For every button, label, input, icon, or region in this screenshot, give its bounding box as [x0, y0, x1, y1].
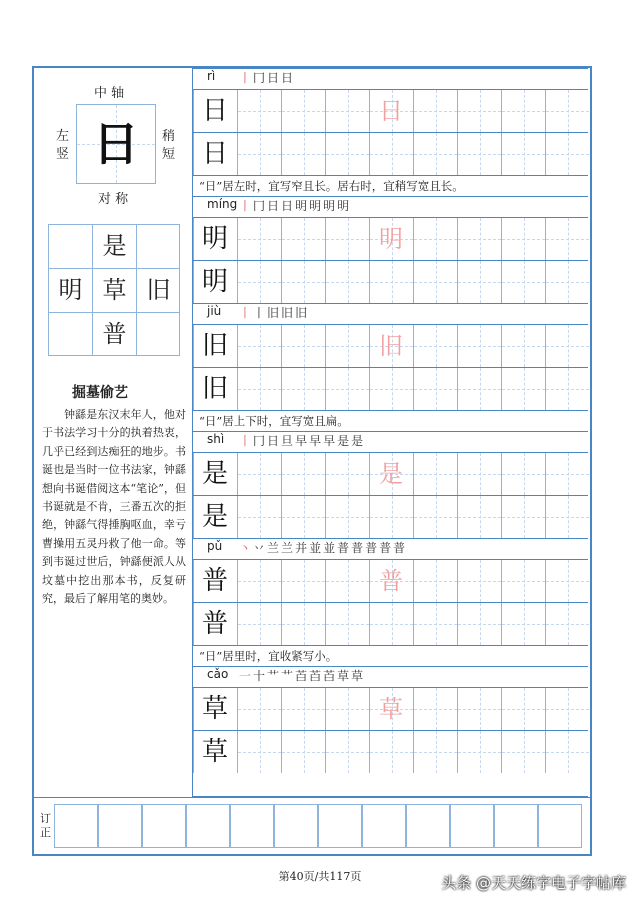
- main-char: 日: [93, 117, 139, 171]
- practice-cell: [545, 731, 589, 773]
- usage-tip: “日”居里时，宜收紧写小。: [193, 645, 588, 666]
- practice-cell: [281, 218, 325, 260]
- practice-cell: [545, 90, 589, 132]
- practice-cell: [545, 560, 589, 602]
- practice-cell: [501, 496, 545, 538]
- model-char: 旧: [201, 374, 228, 404]
- stroke-step: 草: [337, 669, 352, 683]
- practice-cell: [413, 560, 457, 602]
- practice-cell: [237, 560, 281, 602]
- practice-row: [193, 324, 588, 367]
- pinyin-row: [193, 666, 588, 687]
- pinyin-row: [193, 196, 588, 217]
- stroke-order: [239, 432, 365, 449]
- pinyin-row: [193, 303, 588, 324]
- stroke-step: 旧: [267, 306, 282, 320]
- practice-cell: [369, 133, 413, 175]
- practice-cell: [501, 368, 545, 410]
- trace-char: 旧: [379, 332, 403, 360]
- correction-label: 订正: [40, 812, 51, 839]
- stroke-step: 并: [295, 541, 310, 555]
- practice-cell: [501, 688, 545, 730]
- stroke-step: 並: [323, 541, 338, 555]
- stroke-step: 丶: [239, 541, 254, 555]
- pinyin: míng: [207, 197, 238, 211]
- practice-area: [193, 68, 590, 797]
- practice-cell: [501, 731, 545, 773]
- practice-cell: [545, 368, 589, 410]
- pinyin-row: [193, 538, 588, 559]
- stroke-step: 明: [337, 199, 352, 213]
- model-char: 是: [201, 502, 228, 532]
- pinyin: pǔ: [207, 539, 223, 553]
- practice-cell: [281, 731, 325, 773]
- correction-row: [34, 798, 590, 854]
- practice-cell: [457, 453, 501, 495]
- practice-cell: [237, 603, 281, 645]
- trace-char: 是: [379, 460, 403, 488]
- stroke-step: 一: [239, 669, 254, 683]
- stroke-step: 苩: [295, 669, 310, 683]
- practice-cell: [237, 731, 281, 773]
- stroke-step: 明: [295, 199, 310, 213]
- practice-cell: [413, 731, 457, 773]
- stroke-step: 兰: [281, 541, 296, 555]
- practice-row: [193, 730, 588, 773]
- practice-cell: [413, 688, 457, 730]
- practice-cell: [369, 496, 413, 538]
- usage-tip: “日”居左时，宜写窄且长。居右时，宜稍写宽且长。: [193, 175, 588, 196]
- model-char: 普: [201, 609, 228, 639]
- main-char-box: [76, 104, 156, 184]
- grid-char-center: 草: [102, 276, 127, 304]
- practice-cell: [237, 261, 281, 303]
- label-top: 中 轴: [94, 86, 125, 101]
- stroke-step: 日: [267, 199, 282, 213]
- practice-cell: [501, 218, 545, 260]
- practice-cell: [457, 218, 501, 260]
- practice-cell: [413, 496, 457, 538]
- correction-cell: [494, 804, 538, 848]
- stroke-step: 日: [281, 71, 296, 85]
- practice-cell: [501, 560, 545, 602]
- practice-cell: [237, 368, 281, 410]
- pinyin: jiù: [207, 304, 222, 318]
- stroke-step: 明: [309, 199, 324, 213]
- pinyin: shì: [207, 432, 225, 446]
- practice-cell: [325, 325, 369, 367]
- practice-cell: [237, 133, 281, 175]
- practice-cell: [325, 133, 369, 175]
- stroke-step: 普: [365, 541, 380, 555]
- practice-row: [193, 687, 588, 730]
- stroke-step: 丨: [253, 306, 268, 320]
- story-title: 掘墓偷艺: [72, 385, 128, 401]
- stroke-order: [239, 197, 351, 214]
- practice-cell: [501, 603, 545, 645]
- stroke-step: 丷: [253, 541, 268, 555]
- stroke-order: [239, 539, 407, 556]
- practice-cell: [325, 560, 369, 602]
- practice-cell: [413, 133, 457, 175]
- stroke-step: 旧: [295, 306, 310, 320]
- stroke-order: [239, 667, 365, 684]
- model-char: 草: [201, 694, 228, 724]
- practice-cell: [281, 90, 325, 132]
- practice-cell: [369, 603, 413, 645]
- practice-cell: [325, 368, 369, 410]
- practice-cell: [325, 90, 369, 132]
- practice-cell: [545, 261, 589, 303]
- stroke-step: 明: [323, 199, 338, 213]
- example-grid: [48, 224, 180, 356]
- stroke-step: 早: [309, 434, 324, 448]
- stroke-step: 苩: [309, 669, 324, 683]
- stroke-step: 苩: [323, 669, 338, 683]
- stroke-step: 兰: [267, 541, 282, 555]
- practice-cell: [545, 133, 589, 175]
- practice-cell: [237, 90, 281, 132]
- stroke-step: 艹: [267, 669, 282, 683]
- trace-char: 明: [379, 225, 403, 253]
- practice-cell: [457, 731, 501, 773]
- practice-cell: [281, 603, 325, 645]
- practice-row: [193, 452, 588, 495]
- correction-cell: [362, 804, 406, 848]
- practice-cell: [457, 90, 501, 132]
- practice-cell: [457, 133, 501, 175]
- label-left: 左竖: [56, 129, 70, 162]
- practice-cell: [325, 218, 369, 260]
- practice-cell: [281, 453, 325, 495]
- correction-cell: [406, 804, 450, 848]
- stroke-step: 冂: [253, 434, 268, 448]
- practice-cell: [457, 603, 501, 645]
- practice-cell: [545, 496, 589, 538]
- practice-row: [193, 367, 588, 410]
- practice-cell: [545, 603, 589, 645]
- left-panel: [34, 68, 193, 798]
- practice-cell: [457, 261, 501, 303]
- practice-cell: [237, 688, 281, 730]
- label-right: 稍短: [162, 129, 176, 162]
- model-char: 明: [201, 224, 228, 254]
- watermark: 头条 @天天练字电子字帖库: [441, 874, 626, 892]
- practice-row: [193, 89, 588, 132]
- practice-cell: [545, 453, 589, 495]
- practice-cell: [325, 453, 369, 495]
- model-char: 旧: [201, 331, 228, 361]
- model-char: 是: [201, 459, 228, 489]
- practice-row: [193, 217, 588, 260]
- model-char: 日: [201, 139, 228, 169]
- grid-char-bottom: 普: [102, 320, 127, 348]
- practice-cell: [501, 453, 545, 495]
- model-char: 草: [201, 737, 228, 767]
- stroke-step: 早: [323, 434, 338, 448]
- story-text: 钟繇是东汉末年人，他对于书法学习十分的执着热衷，几乎已经到达痴狂的地步。书诞也是当时一位书法家，钟繇想向书诞借阅这本“笔论”，但书诞就是不肯，三番五次的拒绝，钟繇气得捶胸呕血，幸亏曹操用五灵丹救了他一命。等到韦诞过世后，钟繇便派人从坟墓中挖出那本书，反复研究，最后了解用笔的奥妙。: [42, 408, 186, 606]
- practice-cell: [545, 688, 589, 730]
- practice-cell: [501, 261, 545, 303]
- practice-row: [193, 132, 588, 175]
- trace-char: 日: [379, 97, 403, 125]
- pinyin: cǎo: [207, 667, 229, 681]
- stroke-step: 丨: [239, 71, 254, 85]
- practice-cell: [281, 560, 325, 602]
- practice-cell: [545, 325, 589, 367]
- practice-cell: [237, 325, 281, 367]
- practice-cell: [281, 133, 325, 175]
- stroke-step: 草: [351, 669, 366, 683]
- practice-cell: [413, 453, 457, 495]
- correction-cell: [142, 804, 186, 848]
- practice-cell: [325, 731, 369, 773]
- practice-row: [193, 495, 588, 538]
- pinyin-row: [193, 431, 588, 452]
- practice-cell: [501, 325, 545, 367]
- practice-cell: [457, 496, 501, 538]
- stroke-step: 普: [337, 541, 352, 555]
- practice-cell: [281, 688, 325, 730]
- practice-cell: [281, 325, 325, 367]
- stroke-step: 並: [309, 541, 324, 555]
- practice-cell: [457, 325, 501, 367]
- practice-row: [193, 260, 588, 303]
- stroke-step: 十: [253, 669, 268, 683]
- practice-cell: [237, 453, 281, 495]
- model-char: 日: [201, 96, 228, 126]
- stroke-step: 日: [267, 434, 282, 448]
- grid-char-right: 旧: [146, 276, 171, 304]
- correction-cell: [450, 804, 494, 848]
- stroke-step: 普: [351, 541, 366, 555]
- trace-char: 草: [379, 695, 403, 723]
- stroke-step: 冂: [253, 71, 268, 85]
- practice-cell: [369, 731, 413, 773]
- pinyin: rì: [207, 69, 216, 83]
- stroke-step: 是: [351, 434, 366, 448]
- stroke-step: 普: [393, 541, 408, 555]
- stroke-step: 冂: [253, 199, 268, 213]
- model-char: 普: [201, 566, 228, 596]
- practice-cell: [413, 368, 457, 410]
- model-char: 明: [201, 267, 228, 297]
- practice-row: [193, 559, 588, 602]
- correction-cell: [274, 804, 318, 848]
- practice-cell: [413, 603, 457, 645]
- trace-char: 普: [379, 567, 403, 595]
- correction-cell: [98, 804, 142, 848]
- practice-cell: [369, 261, 413, 303]
- practice-cell: [413, 218, 457, 260]
- stroke-order: [239, 69, 295, 86]
- practice-cell: [413, 325, 457, 367]
- stroke-step: 日: [281, 199, 296, 213]
- stroke-step: 普: [379, 541, 394, 555]
- correction-cell: [186, 804, 230, 848]
- stroke-step: 旦: [281, 434, 296, 448]
- practice-cell: [237, 496, 281, 538]
- practice-cell: [501, 90, 545, 132]
- practice-cell: [457, 560, 501, 602]
- usage-tip: “日”居上下时，宜写宽且扁。: [193, 410, 588, 431]
- practice-cell: [501, 133, 545, 175]
- correction-cell: [538, 804, 582, 848]
- practice-cell: [369, 368, 413, 410]
- stroke-step: 丨: [239, 199, 254, 213]
- stroke-step: 日: [267, 71, 282, 85]
- correction-cell: [54, 804, 98, 848]
- stroke-order: [239, 304, 309, 321]
- practice-cell: [325, 261, 369, 303]
- practice-cell: [325, 688, 369, 730]
- grid-char-left: 明: [58, 276, 83, 304]
- stroke-step: 早: [295, 434, 310, 448]
- correction-cell: [230, 804, 274, 848]
- stroke-step: 是: [337, 434, 352, 448]
- practice-cell: [545, 218, 589, 260]
- practice-cell: [237, 218, 281, 260]
- stroke-step: 旧: [281, 306, 296, 320]
- practice-cell: [325, 496, 369, 538]
- practice-cell: [281, 496, 325, 538]
- practice-cell: [413, 90, 457, 132]
- practice-cell: [413, 261, 457, 303]
- label-bottom: 对 称: [98, 192, 129, 207]
- stroke-step: 艹: [281, 669, 296, 683]
- pinyin-row: [193, 68, 588, 89]
- practice-cell: [457, 688, 501, 730]
- correction-cell: [318, 804, 362, 848]
- grid-char-top: 是: [102, 232, 127, 260]
- practice-cell: [281, 261, 325, 303]
- stroke-step: 丨: [239, 306, 254, 320]
- practice-cell: [281, 368, 325, 410]
- page-number: 第40页/共117页: [278, 870, 362, 883]
- practice-cell: [325, 603, 369, 645]
- stroke-step: 丨: [239, 434, 254, 448]
- practice-row: [193, 602, 588, 645]
- practice-cell: [457, 368, 501, 410]
